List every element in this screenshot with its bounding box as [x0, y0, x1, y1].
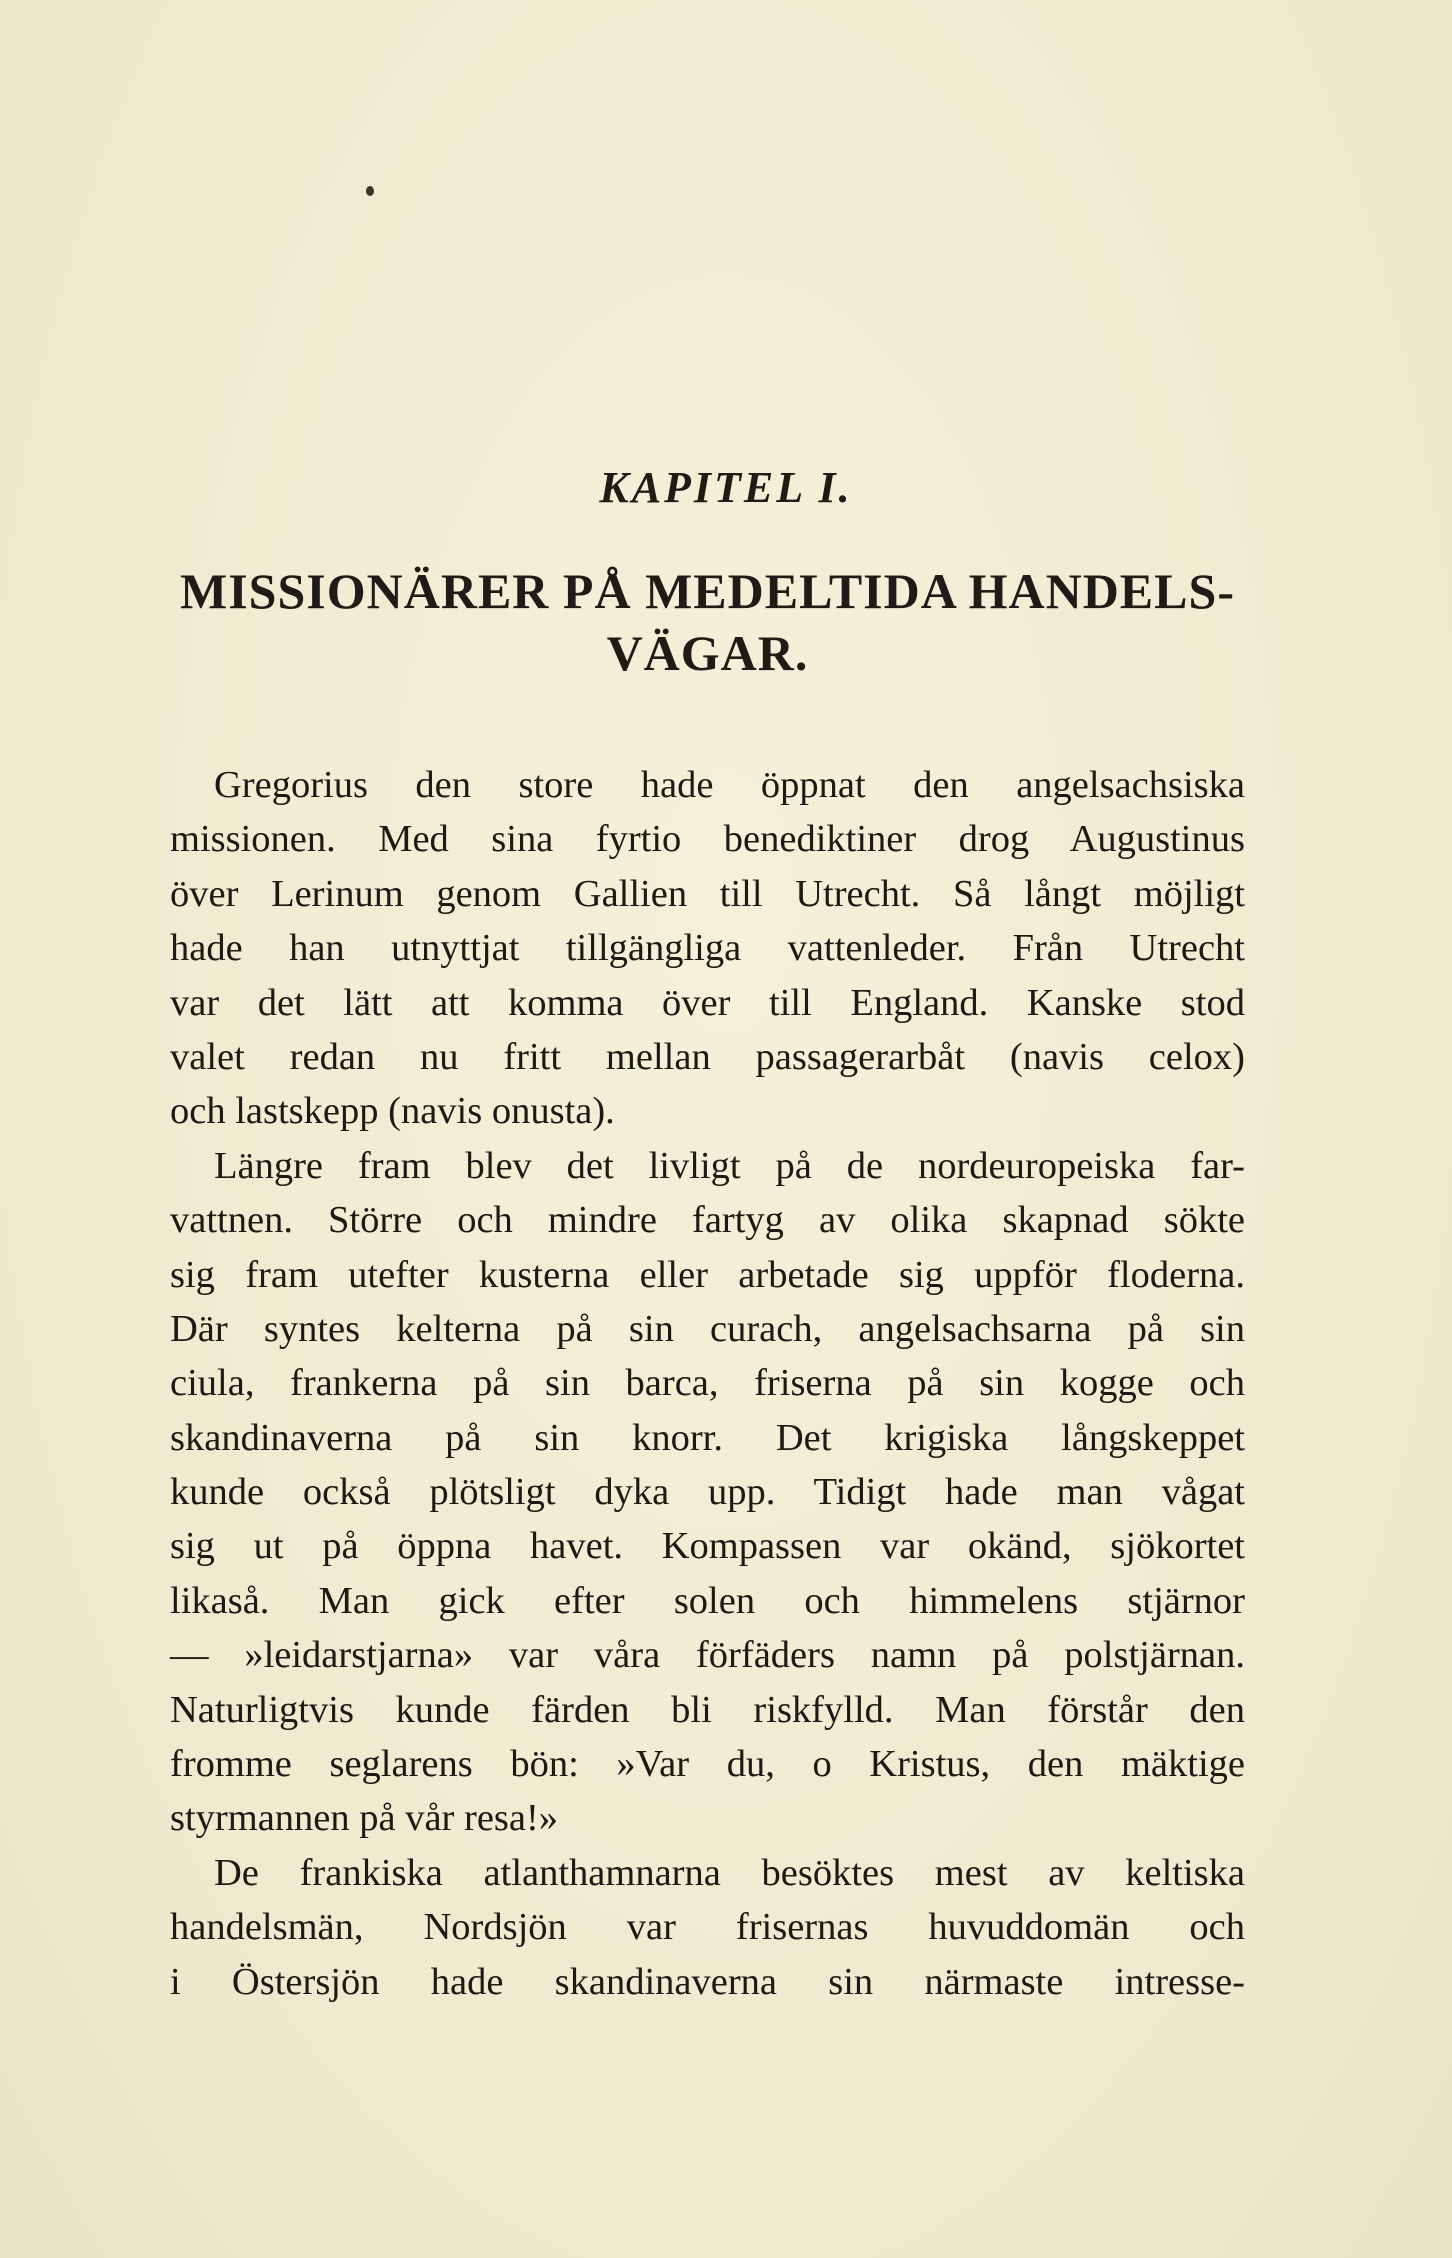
text-line: Naturligtvis kunde färden bli riskfylld. Man förstår den	[170, 1688, 1245, 1731]
text-line: var det lätt att komma över till England. Kanske stod	[170, 981, 1245, 1024]
text-line: valet redan nu fritt mellan passagerarbåt (navis celox)	[170, 1035, 1245, 1078]
text-line: sig ut på öppna havet. Kompassen var okänd, sjökortet	[170, 1525, 1245, 1568]
text-line: likaså. Man gick efter solen och himmelens stjärnor	[170, 1579, 1245, 1622]
text-line: De frankiska atlanthamnarna besöktes mest av keltiska	[214, 1851, 1245, 1894]
text-line: skandinaverna på sin knorr. Det krigiska långskeppet	[170, 1416, 1245, 1459]
paragraph	[170, 1139, 1245, 1846]
text-line: missionen. Med sina fyrtio benediktiner drog Augustinus	[170, 818, 1245, 861]
text-line: över Lerinum genom Gallien till Utrecht. Så långt möjligt	[170, 872, 1245, 915]
text-line: Gregorius den store hade öppnat den angelsachsiska	[214, 764, 1245, 806]
text-line: hade han utnyttjat tillgängliga vattenleder. Från Utrecht	[170, 927, 1245, 970]
paragraph	[170, 1846, 1245, 2009]
text-line: Längre fram blev det livligt på de nordeuropeiska far-	[214, 1144, 1245, 1187]
text-line: Där syntes kelterna på sin curach, angelsachsarna på sin	[170, 1307, 1245, 1350]
text-line: fromme seglarens bön: »Var du, o Kristus, den mäktige	[170, 1743, 1245, 1786]
text-line: och lastskepp (navis onusta).	[170, 1090, 615, 1133]
chapter-title-line: VÄGAR.	[606, 625, 809, 681]
text-line: — »leidarstjarna» var våra förfäders namn på polstjärnan.	[170, 1634, 1245, 1677]
chapter-label: KAPITEL I.	[599, 463, 853, 512]
text-line: i Östersjön hade skandinaverna sin närmaste intresse-	[170, 1960, 1245, 2003]
text-line: ciula, frankerna på sin barca, friserna på sin kogge och	[170, 1362, 1245, 1405]
paragraph	[170, 758, 1245, 1139]
text-line: sig fram utefter kusterna eller arbetade sig uppför floderna.	[170, 1253, 1245, 1296]
text-line: handelsmän, Nordsjön var frisernas huvuddomän och	[170, 1906, 1245, 1949]
ink-speck	[366, 186, 374, 196]
chapter-title-line: MISSIONÄRER PÅ MEDELTIDA HANDELS-	[180, 563, 1235, 619]
chapter-title	[150, 560, 1265, 684]
body-text	[170, 758, 1245, 2009]
text-line: kunde också plötsligt dyka upp. Tidigt hade man vågat	[170, 1471, 1245, 1514]
text-line: vattnen. Större och mindre fartyg av olika skapnad sökte	[170, 1199, 1245, 1242]
text-line: styrmannen på vår resa!»	[170, 1797, 559, 1840]
